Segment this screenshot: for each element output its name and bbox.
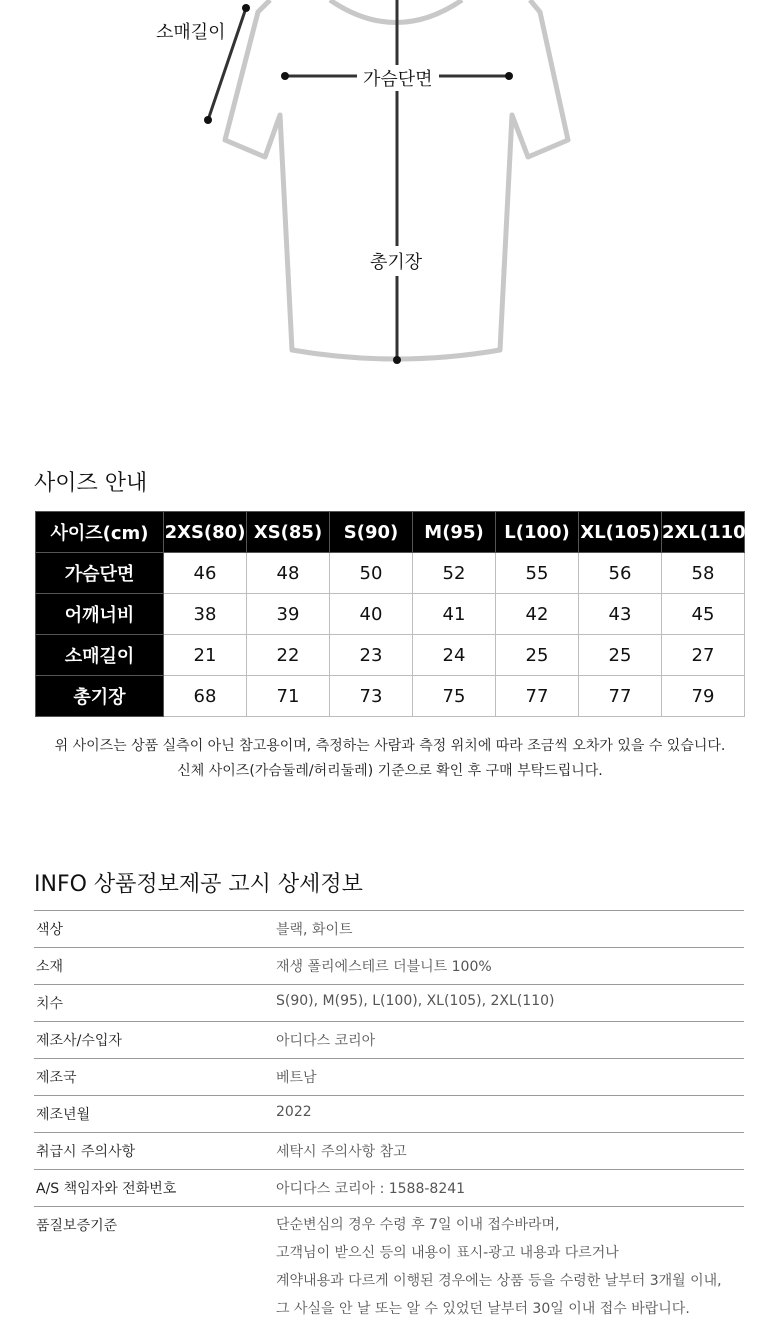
size-value: 73 <box>330 676 413 717</box>
info-value: 베트남 <box>276 1070 317 1086</box>
size-table <box>35 511 754 717</box>
size-value: 21 <box>164 635 247 676</box>
row-label: 가슴단면 <box>36 553 164 594</box>
info-value: 세탁시 주의사항 참고 <box>276 1144 407 1160</box>
size-value: 75 <box>413 676 496 717</box>
sleeve-length-label: 소매길이 <box>156 18 226 44</box>
size-header-cell: 2XL(110) <box>662 512 745 553</box>
row-label: 총기장 <box>36 676 164 717</box>
size-value: 41 <box>413 594 496 635</box>
size-header-cell: 2XS(80) <box>164 512 247 553</box>
size-value: 48 <box>247 553 330 594</box>
size-note-line: 위 사이즈는 상품 실측이 아닌 참고용이며, 측정하는 사람과 측정 위치에 따라 조금씩 오차가 있을 수 있습니다. <box>54 738 726 754</box>
size-value: 22 <box>247 635 330 676</box>
size-table-header-row <box>36 512 745 553</box>
info-row <box>34 1095 744 1132</box>
size-value: 79 <box>662 676 745 717</box>
size-value: 46 <box>164 553 247 594</box>
info-key: 제조국 <box>36 1070 77 1086</box>
size-header-cell: XS(85) <box>247 512 330 553</box>
size-value: 52 <box>413 553 496 594</box>
info-row <box>34 1169 744 1206</box>
info-row <box>34 1021 744 1058</box>
info-key: 치수 <box>36 996 64 1012</box>
size-value: 25 <box>496 635 579 676</box>
info-row <box>34 1132 744 1169</box>
size-guide-title: 사이즈 안내 <box>34 471 148 496</box>
size-value: 23 <box>330 635 413 676</box>
info-row-quality <box>34 1206 744 1327</box>
size-header-cell: XL(105) <box>579 512 662 553</box>
size-header-cell: M(95) <box>413 512 496 553</box>
size-table-row <box>36 553 745 594</box>
size-value: 50 <box>330 553 413 594</box>
info-value: 2022 <box>276 1104 312 1120</box>
size-header-cell: L(100) <box>496 512 579 553</box>
size-value: 45 <box>662 594 745 635</box>
size-header-cell: 사이즈(cm) <box>36 512 164 553</box>
size-value: 68 <box>164 676 247 717</box>
size-table-row <box>36 635 745 676</box>
size-value: 42 <box>496 594 579 635</box>
info-row <box>34 947 744 984</box>
tshirt-measurement-diagram <box>0 0 780 400</box>
size-value: 58 <box>662 553 745 594</box>
info-value: 블랙, 화이트 <box>276 922 353 938</box>
size-value: 40 <box>330 594 413 635</box>
info-key: 취급시 주의사항 <box>36 1144 136 1160</box>
size-header-cell: S(90) <box>330 512 413 553</box>
size-value: 43 <box>579 594 662 635</box>
chest-width-label: 가슴단면 <box>357 65 439 91</box>
tshirt-outline-icon <box>0 0 780 400</box>
size-value: 38 <box>164 594 247 635</box>
size-value: 77 <box>579 676 662 717</box>
total-length-label: 총기장 <box>368 246 424 276</box>
size-value: 39 <box>247 594 330 635</box>
info-key: A/S 책임자와 전화번호 <box>36 1181 177 1197</box>
size-note-line: 신체 사이즈(가슴둘레/허리둘레) 기준으로 확인 후 구매 부탁드립니다. <box>177 763 603 779</box>
info-key: 제조사/수입자 <box>36 1033 122 1049</box>
info-key: 제조년월 <box>36 1107 91 1123</box>
size-table-row <box>36 594 745 635</box>
size-value: 56 <box>579 553 662 594</box>
info-row <box>34 910 744 947</box>
row-label: 어깨너비 <box>36 594 164 635</box>
info-value: 아디다스 코리아 : 1588-8241 <box>276 1181 466 1197</box>
size-value: 77 <box>496 676 579 717</box>
size-value: 71 <box>247 676 330 717</box>
size-value: 27 <box>662 635 745 676</box>
size-value: 25 <box>579 635 662 676</box>
info-row <box>34 1058 744 1095</box>
size-value: 55 <box>496 553 579 594</box>
row-label: 소매길이 <box>36 635 164 676</box>
info-value <box>276 1207 744 1327</box>
quality-line: 단순변심의 경우 수령 후 7일 이내 접수바라며, <box>276 1217 560 1233</box>
product-info-list <box>34 910 744 1327</box>
size-value: 24 <box>413 635 496 676</box>
quality-line: 그 사실을 안 날 또는 알 수 있었던 날부터 30일 이내 접수 바랍니다. <box>276 1301 690 1317</box>
info-title: INFO 상품정보제공 고시 상세정보 <box>34 872 363 897</box>
info-key: 품질보증기준 <box>36 1218 118 1234</box>
info-value: 아디다스 코리아 <box>276 1033 376 1049</box>
info-key: 색상 <box>36 922 64 938</box>
quality-line: 계약내용과 다르게 이행된 경우에는 상품 등을 수령한 날부터 3개월 이내, <box>276 1273 722 1289</box>
info-value: 재생 폴리에스테르 더블니트 100% <box>276 959 492 975</box>
info-value: S(90), M(95), L(100), XL(105), 2XL(110) <box>276 993 555 1009</box>
quality-line: 고객님이 받으신 등의 내용이 표시-광고 내용과 다르거나 <box>276 1245 619 1261</box>
info-key: 소재 <box>36 959 64 975</box>
info-row <box>34 984 744 1021</box>
size-table-row <box>36 676 745 717</box>
